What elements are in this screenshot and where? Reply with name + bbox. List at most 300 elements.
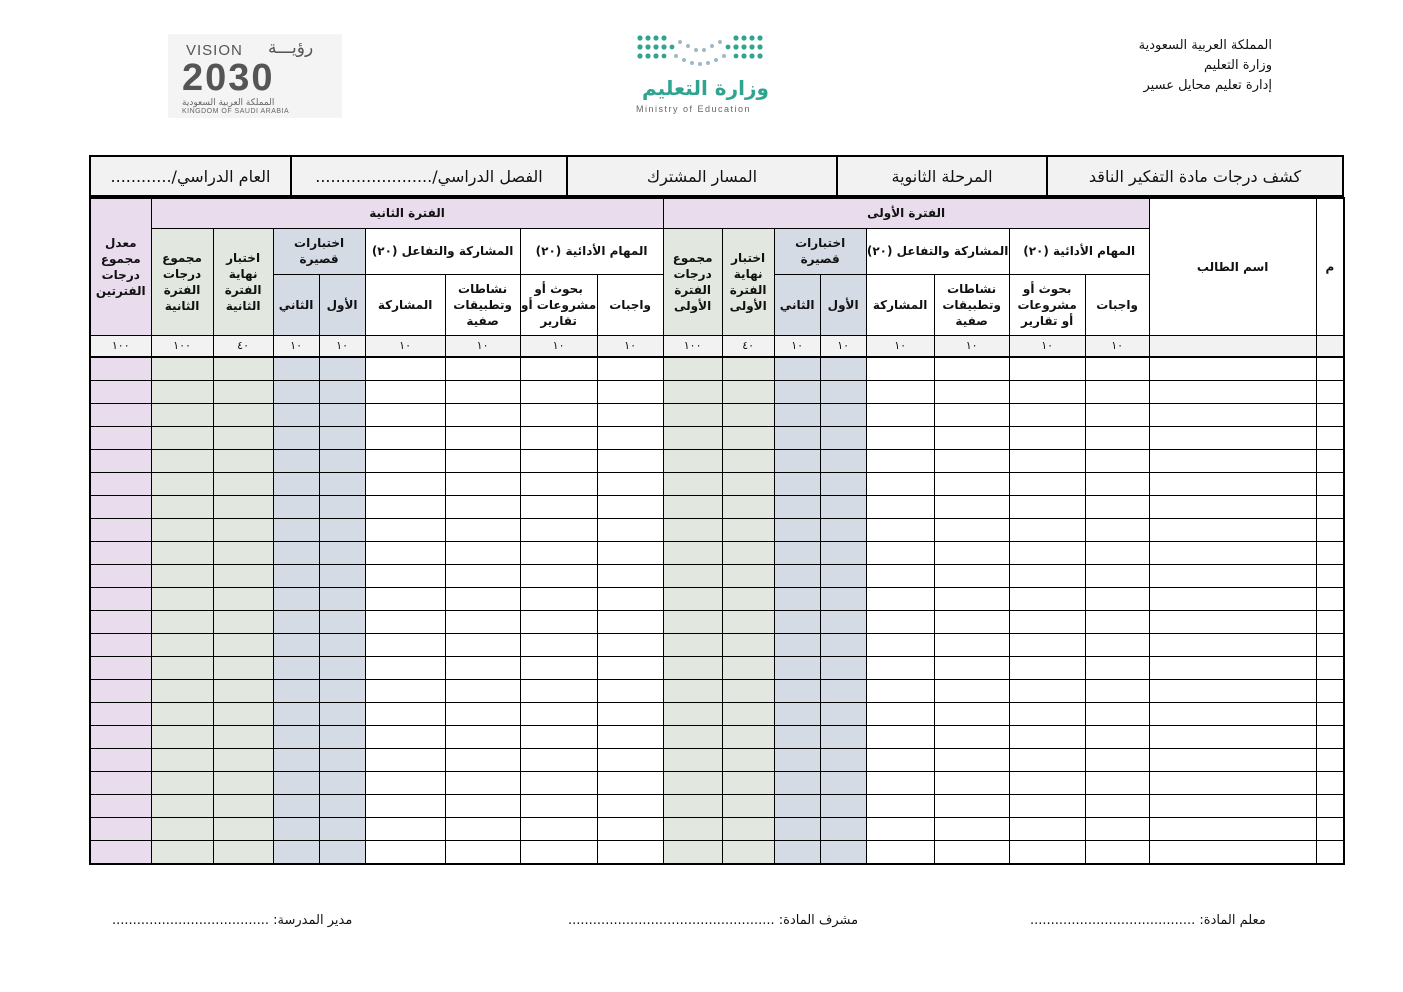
grade-cell[interactable] xyxy=(319,656,365,679)
grade-cell[interactable] xyxy=(213,495,273,518)
grade-cell[interactable] xyxy=(1316,426,1344,449)
grade-cell[interactable] xyxy=(365,840,445,864)
grade-cell[interactable] xyxy=(1316,610,1344,633)
grade-cell[interactable] xyxy=(445,472,520,495)
grade-cell[interactable] xyxy=(520,403,597,426)
grade-cell[interactable] xyxy=(820,564,866,587)
grade-cell[interactable] xyxy=(820,449,866,472)
grade-cell[interactable] xyxy=(319,794,365,817)
grade-cell[interactable] xyxy=(597,840,663,864)
grade-cell[interactable] xyxy=(1316,817,1344,840)
grade-cell[interactable] xyxy=(90,518,151,541)
grade-cell[interactable] xyxy=(1085,840,1149,864)
grade-cell[interactable] xyxy=(319,518,365,541)
grade-cell[interactable] xyxy=(1009,702,1085,725)
grade-cell[interactable] xyxy=(1009,610,1085,633)
grade-cell[interactable] xyxy=(445,610,520,633)
grade-cell[interactable] xyxy=(319,587,365,610)
grade-cell[interactable] xyxy=(1316,564,1344,587)
grade-cell[interactable] xyxy=(774,817,820,840)
grade-cell[interactable] xyxy=(1316,403,1344,426)
grade-cell[interactable] xyxy=(597,541,663,564)
grade-cell[interactable] xyxy=(1009,725,1085,748)
grade-cell[interactable] xyxy=(820,403,866,426)
grade-cell[interactable] xyxy=(1085,748,1149,771)
grade-cell[interactable] xyxy=(1085,817,1149,840)
grade-cell[interactable] xyxy=(1085,472,1149,495)
grade-cell[interactable] xyxy=(273,817,319,840)
grade-cell[interactable] xyxy=(273,518,319,541)
grade-cell[interactable] xyxy=(319,472,365,495)
grade-cell[interactable] xyxy=(663,794,722,817)
grade-cell[interactable] xyxy=(934,633,1009,656)
grade-cell[interactable] xyxy=(663,449,722,472)
student-name-cell[interactable] xyxy=(1149,587,1316,610)
grade-cell[interactable] xyxy=(820,472,866,495)
grade-cell[interactable] xyxy=(520,794,597,817)
grade-cell[interactable] xyxy=(934,610,1009,633)
grade-cell[interactable] xyxy=(1009,564,1085,587)
grade-cell[interactable] xyxy=(774,771,820,794)
grade-cell[interactable] xyxy=(365,472,445,495)
grade-cell[interactable] xyxy=(365,610,445,633)
grade-cell[interactable] xyxy=(151,633,213,656)
grade-cell[interactable] xyxy=(597,817,663,840)
grade-cell[interactable] xyxy=(90,357,151,381)
grade-cell[interactable] xyxy=(820,633,866,656)
grade-cell[interactable] xyxy=(722,771,774,794)
grade-cell[interactable] xyxy=(774,518,820,541)
grade-cell[interactable] xyxy=(273,748,319,771)
grade-cell[interactable] xyxy=(1085,725,1149,748)
grade-cell[interactable] xyxy=(1316,541,1344,564)
grade-cell[interactable] xyxy=(90,633,151,656)
grade-cell[interactable] xyxy=(866,679,934,702)
grade-cell[interactable] xyxy=(151,817,213,840)
grade-cell[interactable] xyxy=(1085,541,1149,564)
grade-cell[interactable] xyxy=(934,794,1009,817)
grade-cell[interactable] xyxy=(319,679,365,702)
grade-cell[interactable] xyxy=(774,564,820,587)
grade-cell[interactable] xyxy=(90,426,151,449)
grade-cell[interactable] xyxy=(520,380,597,403)
grade-cell[interactable] xyxy=(213,357,273,381)
grade-cell[interactable] xyxy=(1085,633,1149,656)
grade-cell[interactable] xyxy=(774,403,820,426)
grade-cell[interactable] xyxy=(1085,656,1149,679)
student-name-cell[interactable] xyxy=(1149,472,1316,495)
grade-cell[interactable] xyxy=(445,518,520,541)
grade-cell[interactable] xyxy=(520,702,597,725)
grade-cell[interactable] xyxy=(365,449,445,472)
grade-cell[interactable] xyxy=(663,702,722,725)
grade-cell[interactable] xyxy=(820,541,866,564)
grade-cell[interactable] xyxy=(520,771,597,794)
grade-cell[interactable] xyxy=(273,633,319,656)
grade-cell[interactable] xyxy=(273,794,319,817)
grade-cell[interactable] xyxy=(934,840,1009,864)
grade-cell[interactable] xyxy=(1085,357,1149,381)
grade-cell[interactable] xyxy=(722,541,774,564)
student-name-cell[interactable] xyxy=(1149,564,1316,587)
grade-cell[interactable] xyxy=(1009,794,1085,817)
grade-cell[interactable] xyxy=(445,748,520,771)
grade-cell[interactable] xyxy=(1085,679,1149,702)
student-name-cell[interactable] xyxy=(1149,380,1316,403)
grade-cell[interactable] xyxy=(597,748,663,771)
grade-cell[interactable] xyxy=(663,610,722,633)
grade-cell[interactable] xyxy=(1316,357,1344,381)
grade-cell[interactable] xyxy=(597,426,663,449)
grade-cell[interactable] xyxy=(151,564,213,587)
grade-cell[interactable] xyxy=(1316,633,1344,656)
grade-cell[interactable] xyxy=(866,725,934,748)
grade-cell[interactable] xyxy=(663,725,722,748)
grade-cell[interactable] xyxy=(722,610,774,633)
grade-cell[interactable] xyxy=(151,702,213,725)
grade-cell[interactable] xyxy=(151,610,213,633)
grade-cell[interactable] xyxy=(663,541,722,564)
grade-cell[interactable] xyxy=(1009,518,1085,541)
grade-cell[interactable] xyxy=(597,472,663,495)
grade-cell[interactable] xyxy=(1316,679,1344,702)
grade-cell[interactable] xyxy=(445,564,520,587)
grade-cell[interactable] xyxy=(934,357,1009,381)
grade-cell[interactable] xyxy=(774,840,820,864)
grade-cell[interactable] xyxy=(213,656,273,679)
grade-cell[interactable] xyxy=(1085,564,1149,587)
grade-cell[interactable] xyxy=(722,840,774,864)
grade-cell[interactable] xyxy=(820,426,866,449)
student-name-cell[interactable] xyxy=(1149,702,1316,725)
grade-cell[interactable] xyxy=(934,656,1009,679)
grade-cell[interactable] xyxy=(520,357,597,381)
grade-cell[interactable] xyxy=(866,403,934,426)
grade-cell[interactable] xyxy=(90,794,151,817)
grade-cell[interactable] xyxy=(1085,380,1149,403)
grade-cell[interactable] xyxy=(151,771,213,794)
grade-cell[interactable] xyxy=(151,403,213,426)
grade-cell[interactable] xyxy=(90,587,151,610)
grade-cell[interactable] xyxy=(774,541,820,564)
grade-cell[interactable] xyxy=(663,633,722,656)
grade-cell[interactable] xyxy=(663,380,722,403)
grade-cell[interactable] xyxy=(90,679,151,702)
grade-cell[interactable] xyxy=(820,748,866,771)
grade-cell[interactable] xyxy=(774,472,820,495)
grade-cell[interactable] xyxy=(151,794,213,817)
grade-cell[interactable] xyxy=(934,679,1009,702)
grade-cell[interactable] xyxy=(90,472,151,495)
grade-cell[interactable] xyxy=(151,656,213,679)
grade-cell[interactable] xyxy=(774,633,820,656)
grade-cell[interactable] xyxy=(663,472,722,495)
grade-cell[interactable] xyxy=(820,495,866,518)
grade-cell[interactable] xyxy=(151,472,213,495)
grade-cell[interactable] xyxy=(365,426,445,449)
grade-cell[interactable] xyxy=(90,541,151,564)
grade-cell[interactable] xyxy=(445,817,520,840)
grade-cell[interactable] xyxy=(213,610,273,633)
student-name-cell[interactable] xyxy=(1149,541,1316,564)
grade-cell[interactable] xyxy=(663,840,722,864)
grade-cell[interactable] xyxy=(520,587,597,610)
grade-cell[interactable] xyxy=(722,633,774,656)
grade-cell[interactable] xyxy=(90,725,151,748)
grade-cell[interactable] xyxy=(866,541,934,564)
grade-cell[interactable] xyxy=(597,794,663,817)
grade-cell[interactable] xyxy=(1085,610,1149,633)
grade-cell[interactable] xyxy=(722,794,774,817)
grade-cell[interactable] xyxy=(722,495,774,518)
student-name-cell[interactable] xyxy=(1149,357,1316,381)
grade-cell[interactable] xyxy=(774,426,820,449)
grade-cell[interactable] xyxy=(774,656,820,679)
grade-cell[interactable] xyxy=(90,403,151,426)
grade-cell[interactable] xyxy=(213,633,273,656)
grade-cell[interactable] xyxy=(1316,495,1344,518)
grade-cell[interactable] xyxy=(934,817,1009,840)
grade-cell[interactable] xyxy=(934,702,1009,725)
student-name-cell[interactable] xyxy=(1149,679,1316,702)
grade-cell[interactable] xyxy=(273,426,319,449)
grade-cell[interactable] xyxy=(319,426,365,449)
grade-cell[interactable] xyxy=(934,587,1009,610)
grade-cell[interactable] xyxy=(1085,794,1149,817)
grade-cell[interactable] xyxy=(663,656,722,679)
grade-cell[interactable] xyxy=(213,518,273,541)
grade-cell[interactable] xyxy=(365,403,445,426)
grade-cell[interactable] xyxy=(273,403,319,426)
grade-cell[interactable] xyxy=(213,587,273,610)
grade-cell[interactable] xyxy=(213,679,273,702)
grade-cell[interactable] xyxy=(934,725,1009,748)
grade-cell[interactable] xyxy=(273,656,319,679)
grade-cell[interactable] xyxy=(820,656,866,679)
grade-cell[interactable] xyxy=(820,725,866,748)
grade-cell[interactable] xyxy=(520,449,597,472)
grade-cell[interactable] xyxy=(445,656,520,679)
grade-cell[interactable] xyxy=(820,587,866,610)
grade-cell[interactable] xyxy=(774,449,820,472)
grade-cell[interactable] xyxy=(520,725,597,748)
grade-cell[interactable] xyxy=(866,564,934,587)
grade-cell[interactable] xyxy=(151,380,213,403)
grade-cell[interactable] xyxy=(663,495,722,518)
grade-cell[interactable] xyxy=(213,403,273,426)
grade-cell[interactable] xyxy=(1085,702,1149,725)
grade-cell[interactable] xyxy=(213,380,273,403)
grade-cell[interactable] xyxy=(151,541,213,564)
grade-cell[interactable] xyxy=(722,679,774,702)
grade-cell[interactable] xyxy=(213,702,273,725)
grade-cell[interactable] xyxy=(934,541,1009,564)
grade-cell[interactable] xyxy=(663,357,722,381)
grade-cell[interactable] xyxy=(1009,656,1085,679)
grade-cell[interactable] xyxy=(866,633,934,656)
grade-cell[interactable] xyxy=(273,541,319,564)
student-name-cell[interactable] xyxy=(1149,426,1316,449)
grade-cell[interactable] xyxy=(597,633,663,656)
grade-cell[interactable] xyxy=(866,656,934,679)
grade-cell[interactable] xyxy=(722,518,774,541)
grade-cell[interactable] xyxy=(90,564,151,587)
grade-cell[interactable] xyxy=(1316,702,1344,725)
grade-cell[interactable] xyxy=(663,817,722,840)
grade-cell[interactable] xyxy=(774,610,820,633)
grade-cell[interactable] xyxy=(151,840,213,864)
grade-cell[interactable] xyxy=(365,656,445,679)
grade-cell[interactable] xyxy=(722,656,774,679)
grade-cell[interactable] xyxy=(722,449,774,472)
grade-cell[interactable] xyxy=(151,357,213,381)
grade-cell[interactable] xyxy=(520,564,597,587)
grade-cell[interactable] xyxy=(90,380,151,403)
grade-cell[interactable] xyxy=(273,679,319,702)
grade-cell[interactable] xyxy=(213,748,273,771)
grade-cell[interactable] xyxy=(319,380,365,403)
grade-cell[interactable] xyxy=(866,771,934,794)
grade-cell[interactable] xyxy=(273,702,319,725)
student-name-cell[interactable] xyxy=(1149,656,1316,679)
grade-cell[interactable] xyxy=(866,380,934,403)
grade-cell[interactable] xyxy=(597,771,663,794)
grade-cell[interactable] xyxy=(820,610,866,633)
grade-cell[interactable] xyxy=(597,610,663,633)
grade-cell[interactable] xyxy=(774,357,820,381)
grade-cell[interactable] xyxy=(1316,771,1344,794)
grade-cell[interactable] xyxy=(1085,771,1149,794)
grade-cell[interactable] xyxy=(1009,679,1085,702)
grade-cell[interactable] xyxy=(213,426,273,449)
grade-cell[interactable] xyxy=(1316,472,1344,495)
grade-cell[interactable] xyxy=(597,564,663,587)
grade-cell[interactable] xyxy=(90,771,151,794)
grade-cell[interactable] xyxy=(663,518,722,541)
grade-cell[interactable] xyxy=(663,771,722,794)
student-name-cell[interactable] xyxy=(1149,633,1316,656)
grade-cell[interactable] xyxy=(866,794,934,817)
grade-cell[interactable] xyxy=(273,564,319,587)
grade-cell[interactable] xyxy=(597,725,663,748)
grade-cell[interactable] xyxy=(722,587,774,610)
grade-cell[interactable] xyxy=(365,702,445,725)
grade-cell[interactable] xyxy=(820,840,866,864)
grade-cell[interactable] xyxy=(934,380,1009,403)
grade-cell[interactable] xyxy=(722,472,774,495)
grade-cell[interactable] xyxy=(273,449,319,472)
grade-cell[interactable] xyxy=(722,817,774,840)
student-name-cell[interactable] xyxy=(1149,610,1316,633)
grade-cell[interactable] xyxy=(273,472,319,495)
grade-cell[interactable] xyxy=(90,817,151,840)
grade-cell[interactable] xyxy=(866,426,934,449)
grade-cell[interactable] xyxy=(1085,495,1149,518)
grade-cell[interactable] xyxy=(866,840,934,864)
grade-cell[interactable] xyxy=(866,702,934,725)
grade-cell[interactable] xyxy=(1316,380,1344,403)
grade-cell[interactable] xyxy=(1316,840,1344,864)
grade-cell[interactable] xyxy=(663,564,722,587)
grade-cell[interactable] xyxy=(365,725,445,748)
grade-cell[interactable] xyxy=(213,541,273,564)
grade-cell[interactable] xyxy=(319,495,365,518)
grade-cell[interactable] xyxy=(273,610,319,633)
grade-cell[interactable] xyxy=(213,564,273,587)
grade-cell[interactable] xyxy=(151,748,213,771)
grade-cell[interactable] xyxy=(319,564,365,587)
grade-cell[interactable] xyxy=(774,702,820,725)
grade-cell[interactable] xyxy=(319,403,365,426)
grade-cell[interactable] xyxy=(866,587,934,610)
grade-cell[interactable] xyxy=(722,702,774,725)
grade-cell[interactable] xyxy=(597,702,663,725)
grade-cell[interactable] xyxy=(365,679,445,702)
grade-cell[interactable] xyxy=(1085,426,1149,449)
grade-cell[interactable] xyxy=(151,679,213,702)
grade-cell[interactable] xyxy=(820,794,866,817)
grade-cell[interactable] xyxy=(597,518,663,541)
grade-cell[interactable] xyxy=(90,748,151,771)
grade-cell[interactable] xyxy=(663,403,722,426)
grade-cell[interactable] xyxy=(520,518,597,541)
grade-cell[interactable] xyxy=(445,380,520,403)
grade-cell[interactable] xyxy=(934,771,1009,794)
grade-cell[interactable] xyxy=(90,840,151,864)
grade-cell[interactable] xyxy=(90,495,151,518)
student-name-cell[interactable] xyxy=(1149,449,1316,472)
grade-cell[interactable] xyxy=(1085,403,1149,426)
grade-cell[interactable] xyxy=(213,472,273,495)
grade-cell[interactable] xyxy=(1316,656,1344,679)
grade-cell[interactable] xyxy=(934,403,1009,426)
grade-cell[interactable] xyxy=(520,840,597,864)
grade-cell[interactable] xyxy=(1009,403,1085,426)
grade-cell[interactable] xyxy=(520,495,597,518)
student-name-cell[interactable] xyxy=(1149,725,1316,748)
grade-cell[interactable] xyxy=(520,679,597,702)
grade-cell[interactable] xyxy=(934,426,1009,449)
grade-cell[interactable] xyxy=(1009,449,1085,472)
grade-cell[interactable] xyxy=(1085,587,1149,610)
grade-cell[interactable] xyxy=(663,748,722,771)
grade-cell[interactable] xyxy=(365,587,445,610)
grade-cell[interactable] xyxy=(365,380,445,403)
student-name-cell[interactable] xyxy=(1149,748,1316,771)
grade-cell[interactable] xyxy=(866,357,934,381)
grade-cell[interactable] xyxy=(319,725,365,748)
grade-cell[interactable] xyxy=(90,656,151,679)
grade-cell[interactable] xyxy=(774,380,820,403)
grade-cell[interactable] xyxy=(365,771,445,794)
grade-cell[interactable] xyxy=(90,702,151,725)
grade-cell[interactable] xyxy=(365,748,445,771)
grade-cell[interactable] xyxy=(774,587,820,610)
grade-cell[interactable] xyxy=(151,426,213,449)
grade-cell[interactable] xyxy=(1009,771,1085,794)
student-name-cell[interactable] xyxy=(1149,518,1316,541)
grade-cell[interactable] xyxy=(597,380,663,403)
grade-cell[interactable] xyxy=(213,771,273,794)
student-name-cell[interactable] xyxy=(1149,495,1316,518)
grade-cell[interactable] xyxy=(520,541,597,564)
grade-cell[interactable] xyxy=(1316,518,1344,541)
grade-cell[interactable] xyxy=(319,610,365,633)
grade-cell[interactable] xyxy=(1009,633,1085,656)
grade-cell[interactable] xyxy=(319,748,365,771)
grade-cell[interactable] xyxy=(663,426,722,449)
grade-cell[interactable] xyxy=(774,495,820,518)
